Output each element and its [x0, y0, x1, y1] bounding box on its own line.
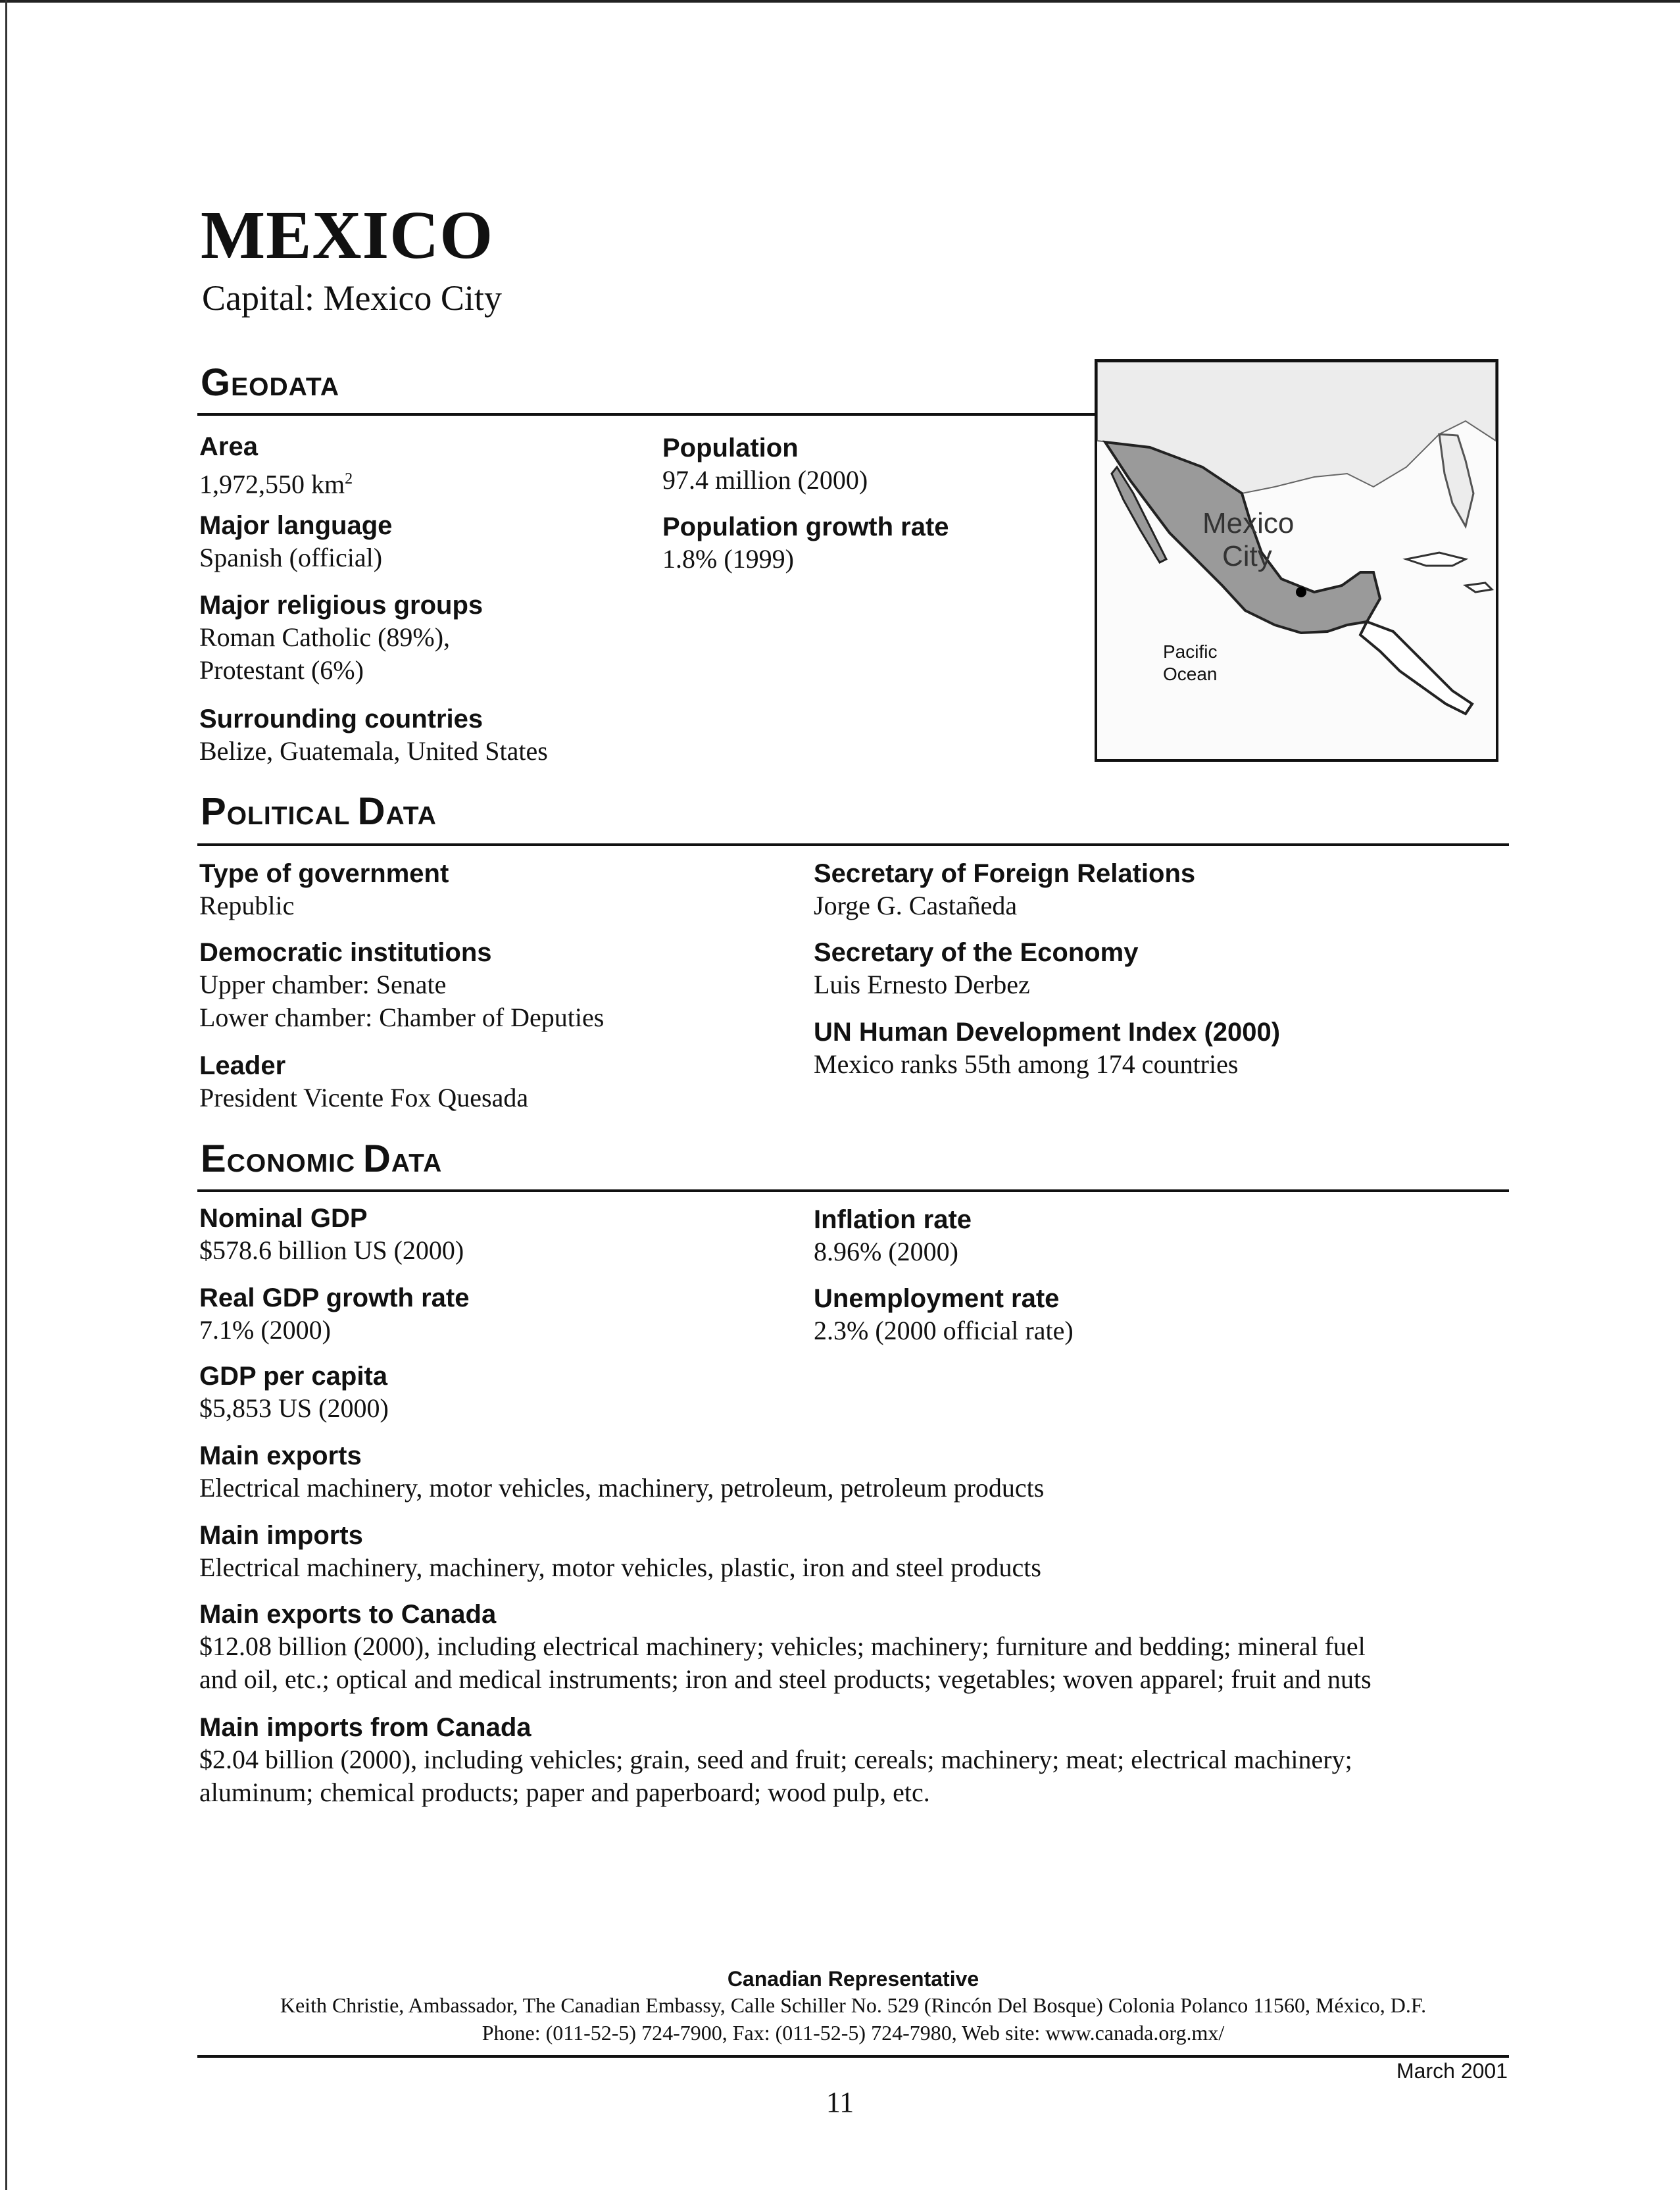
gdp-per-capita-value: $5,853 US (2000) [199, 1393, 389, 1423]
main-imports-canada-label: Main imports from Canada [199, 1713, 531, 1742]
inflation-rate-label: Inflation rate [814, 1205, 972, 1234]
capital-subtitle: Capital: Mexico City [202, 278, 502, 318]
field-religious-groups [199, 589, 483, 687]
foreign-relations-value: Jorge G. Castañeda [814, 891, 1018, 920]
map-city-label-2: City [1222, 540, 1272, 572]
field-main-exports-canada [199, 1599, 1515, 1696]
unemployment-rate-label: Unemployment rate [814, 1284, 1060, 1313]
religious-groups-value-2: Protestant (6%) [199, 655, 364, 685]
field-area [199, 431, 353, 501]
government-type-label: Type of government [199, 859, 449, 888]
main-exports-canada-label: Main exports to Canada [199, 1600, 497, 1629]
democratic-institutions-value-2: Lower chamber: Chamber of Deputies [199, 1003, 605, 1032]
field-gdp-per-capita [199, 1360, 389, 1425]
main-exports-label: Main exports [199, 1441, 362, 1470]
field-population-growth [662, 511, 949, 576]
field-main-imports [199, 1520, 1515, 1584]
field-unemployment-rate [814, 1283, 1074, 1347]
surrounding-countries-label: Surrounding countries [199, 705, 483, 734]
top-border [0, 0, 1680, 3]
map-city-label-1: Mexico [1202, 507, 1295, 539]
democratic-institutions-label: Democratic institutions [199, 938, 492, 967]
cuba-shape [1406, 553, 1466, 566]
heading-rest: ATA [391, 1149, 443, 1178]
population-value: 97.4 million (2000) [662, 465, 868, 495]
heading-rest: OLITICAL [226, 802, 358, 830]
unemployment-rate-value: 2.3% (2000 official rate) [814, 1316, 1074, 1345]
area-number: 1,972,550 km [199, 469, 345, 499]
section-rule-political [197, 843, 1509, 846]
footer-contact: Phone: (011-52-5) 724-7900, Fax: (011-52-5) 724-7980, Web site: www.canada.org.mx/ [482, 2021, 1225, 2045]
field-foreign-relations [814, 858, 1195, 922]
main-exports-canada-value-1: $12.08 billion (2000), including electrical machinery; vehicles; machinery; furniture and bedding; mineral fuel [199, 1631, 1366, 1661]
heading-rest: CONOMIC [226, 1149, 364, 1178]
real-gdp-growth-label: Real GDP growth rate [199, 1283, 470, 1312]
heading-cap: D [363, 1137, 391, 1180]
population-label: Population [662, 434, 799, 462]
area-label: Area [199, 432, 258, 461]
field-surrounding-countries [199, 703, 548, 768]
heading-rest: ATA [385, 802, 437, 830]
secretary-economy-value: Luis Ernesto Derbez [814, 970, 1030, 999]
major-language-label: Major language [199, 511, 393, 540]
field-inflation-rate [814, 1204, 972, 1268]
field-real-gdp-growth [199, 1282, 469, 1347]
undp-index-value: Mexico ranks 55th among 174 countries [814, 1049, 1239, 1079]
religious-groups-label: Major religious groups [199, 591, 483, 620]
section-heading-political [201, 789, 437, 834]
page-title: MEXICO [201, 197, 494, 273]
map-ocean-label-1: Pacific [1163, 641, 1218, 662]
footer-rule [197, 2055, 1509, 2058]
field-government-type [199, 858, 449, 922]
capital-marker [1296, 587, 1306, 597]
footer-date: March 2001 [1396, 2059, 1508, 2083]
section-rule-geodata [197, 413, 1099, 416]
heading-rest: EODATA [231, 373, 340, 401]
field-undp-index [814, 1016, 1280, 1081]
footer-block [197, 1967, 1509, 2047]
secretary-economy-label: Secretary of the Economy [814, 938, 1139, 967]
field-secretary-economy [814, 937, 1139, 1001]
heading-cap: E [201, 1137, 227, 1180]
field-democratic-institutions [199, 937, 604, 1034]
section-rule-economic [197, 1189, 1509, 1192]
field-major-language [199, 510, 392, 574]
population-growth-label: Population growth rate [662, 512, 949, 541]
main-imports-canada-value-2: aluminum; chemical products; paper and paperboard; wood pulp, etc. [199, 1778, 930, 1807]
main-exports-canada-value-2: and oil, etc.; optical and medical instruments; iron and steel products; vegetables; woven apparel; fruit and nuts [199, 1664, 1371, 1694]
real-gdp-growth-value: 7.1% (2000) [199, 1315, 331, 1345]
field-population [662, 432, 868, 497]
foreign-relations-label: Secretary of Foreign Relations [814, 859, 1196, 888]
left-border [5, 0, 7, 2190]
population-growth-value: 1.8% (1999) [662, 544, 794, 574]
gdp-per-capita-label: GDP per capita [199, 1362, 388, 1391]
florida-shape [1439, 434, 1473, 526]
map-graphic [1097, 362, 1496, 759]
page-number: 11 [826, 2086, 854, 2118]
heading-cap: D [357, 790, 386, 833]
main-imports-value: Electrical machinery, machinery, motor vehicles, plastic, iron and steel products [199, 1553, 1041, 1582]
field-main-exports [199, 1440, 1515, 1505]
leader-value: President Vicente Fox Quesada [199, 1083, 529, 1112]
main-imports-canada-value-1: $2.04 billion (2000), including vehicles; grain, seed and fruit; cereals; machinery; meat; electrical machinery; [199, 1745, 1352, 1774]
heading-cap: G [201, 361, 232, 404]
democratic-institutions-value-1: Upper chamber: Senate [199, 970, 447, 999]
surrounding-countries-value: Belize, Guatemala, United States [199, 736, 548, 766]
main-exports-value: Electrical machinery, motor vehicles, machinery, petroleum, petroleum products [199, 1473, 1045, 1503]
undp-index-label: UN Human Development Index (2000) [814, 1018, 1281, 1047]
area-superscript: 2 [345, 470, 353, 487]
nominal-gdp-value: $578.6 billion US (2000) [199, 1235, 464, 1265]
main-imports-label: Main imports [199, 1521, 363, 1550]
section-heading-economic [201, 1137, 442, 1181]
footer-heading: Canadian Representative [727, 1967, 979, 1991]
leader-label: Leader [199, 1051, 286, 1080]
inflation-rate-value: 8.96% (2000) [814, 1237, 958, 1266]
central-america-shape [1360, 622, 1472, 714]
map-ocean-label-2: Ocean [1163, 664, 1218, 684]
location-map [1095, 359, 1498, 762]
religious-groups-value-1: Roman Catholic (89%), [199, 622, 451, 652]
section-heading-geodata [201, 361, 339, 405]
nominal-gdp-label: Nominal GDP [199, 1204, 368, 1233]
government-type-value: Republic [199, 891, 295, 920]
heading-cap: P [201, 790, 227, 833]
area-value [199, 462, 353, 501]
field-main-imports-canada [199, 1712, 1515, 1809]
major-language-value: Spanish (official) [199, 543, 383, 572]
field-leader [199, 1050, 528, 1114]
footer-address: Keith Christie, Ambassador, The Canadian Embassy, Calle Schiller No. 529 (Rincón Del Bosque) Colonia Polanco 11560, México, D.F. [280, 1993, 1427, 2017]
field-nominal-gdp [199, 1203, 464, 1267]
island-shape [1466, 583, 1492, 592]
